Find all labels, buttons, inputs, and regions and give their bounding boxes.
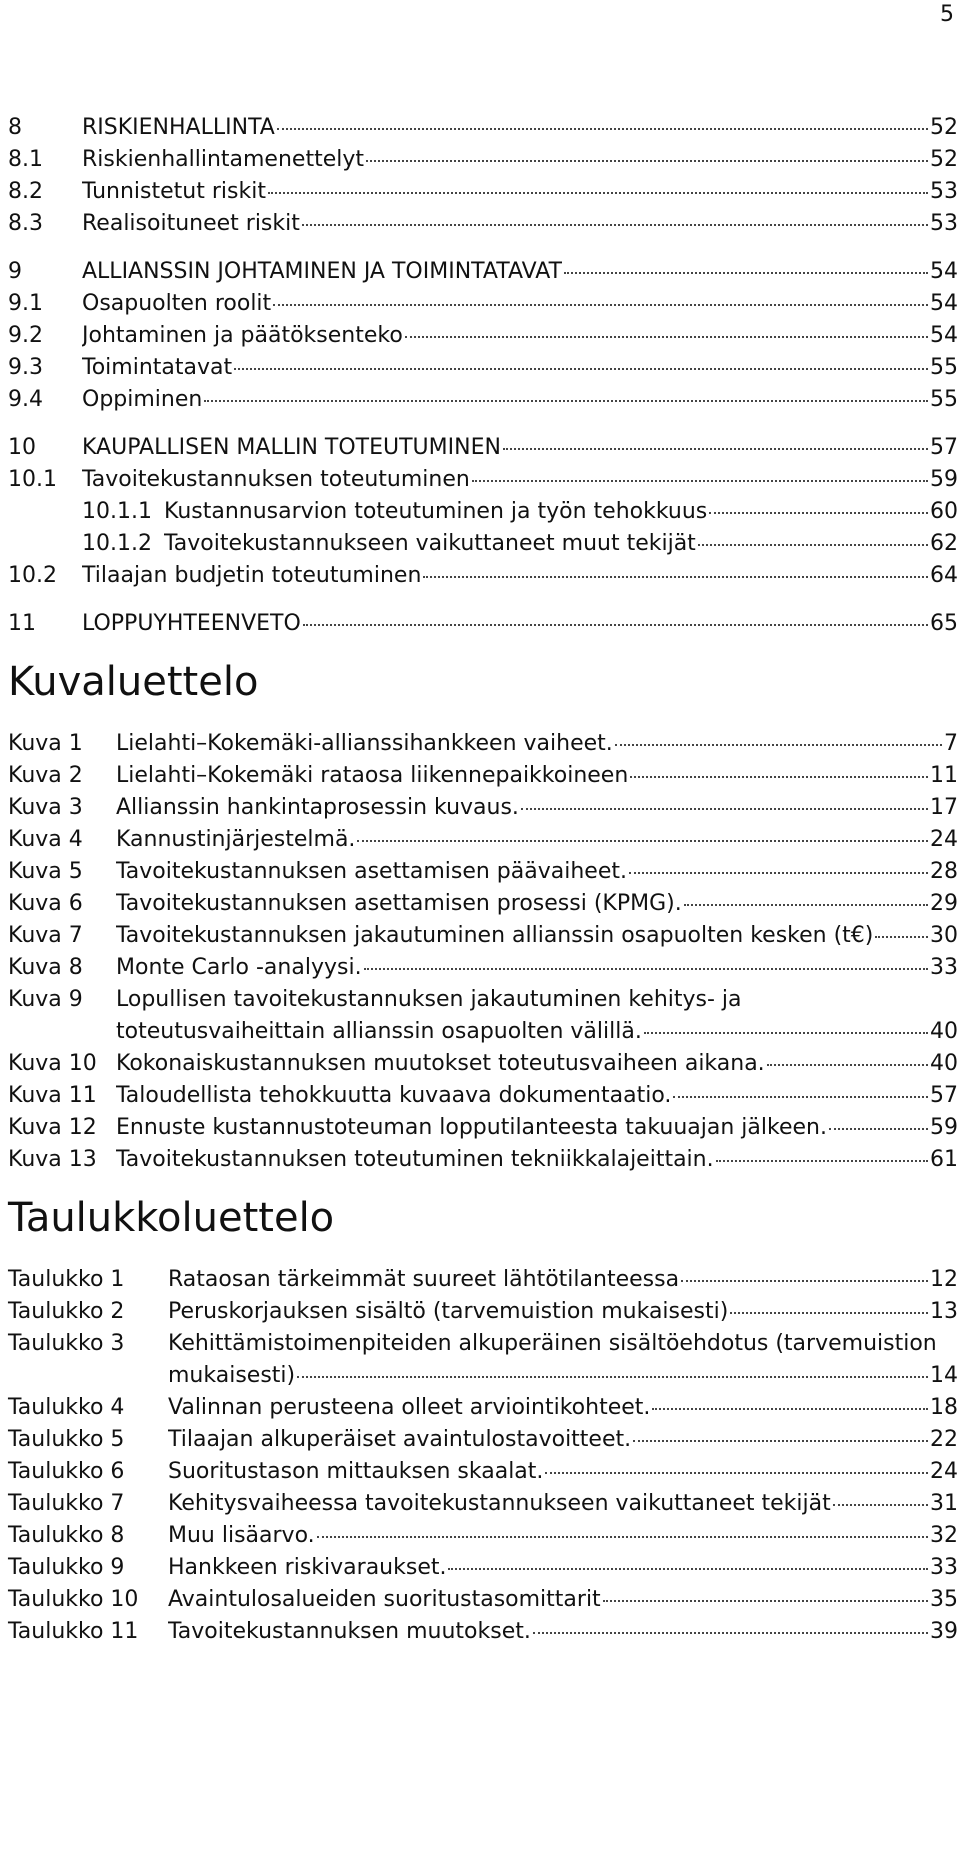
entry-page: 53: [930, 211, 958, 236]
entry-number: 10.1.2: [82, 531, 152, 556]
toc-entry[interactable]: [8, 1144, 958, 1176]
toc-entry[interactable]: [8, 1584, 958, 1616]
entry-page: 13: [930, 1299, 958, 1324]
entry-number: 10.2: [8, 563, 57, 588]
entry-title: LOPPUYHTEENVETO: [82, 611, 301, 636]
toc-entry[interactable]: [8, 1616, 958, 1648]
toc-entry[interactable]: [8, 728, 958, 760]
entry-title: Lopullisen tavoitekustannuksen jakautuminen kehitys- ja: [116, 987, 742, 1012]
entry-title: Tavoitekustannuksen asettamisen päävaiheet.: [116, 859, 627, 884]
entry-title-continued: [168, 1360, 958, 1392]
entry-number: Kuva 8: [8, 955, 83, 980]
dot-leader: [633, 1439, 928, 1442]
toc-entry[interactable]: [8, 1488, 958, 1520]
dot-leader: [684, 903, 928, 906]
dot-leader: [564, 271, 928, 274]
entry-title: Realisoituneet riskit: [82, 211, 300, 236]
dot-leader: [875, 935, 928, 938]
dot-leader: [448, 1567, 928, 1570]
dot-leader: [303, 623, 928, 626]
toc-entry[interactable]: [8, 288, 958, 320]
entry-number: 9.4: [8, 387, 43, 412]
entry-number: 10.1: [8, 467, 57, 492]
entry-number: 8.3: [8, 211, 43, 236]
table-list: [8, 1264, 958, 1648]
toc-entry[interactable]: [8, 176, 958, 208]
entry-title: Kustannusarvion toteutuminen ja työn tehokkuus: [164, 499, 708, 524]
entry-page: 57: [930, 1083, 958, 1108]
dot-leader: [277, 127, 928, 130]
entry-page: 54: [930, 259, 958, 284]
entry-title: Lielahti–Kokemäki-allianssihankkeen vaiheet.: [116, 731, 613, 756]
dot-leader: [615, 743, 942, 746]
entry-number: Kuva 13: [8, 1147, 97, 1172]
dot-leader: [297, 1375, 928, 1378]
entry-number: Taulukko 2: [8, 1299, 125, 1324]
toc-entry[interactable]: [8, 256, 958, 288]
entry-page: 65: [930, 611, 958, 636]
dot-leader: [472, 479, 928, 482]
entry-number: Taulukko 11: [8, 1619, 139, 1644]
entry-number: Taulukko 1: [8, 1267, 125, 1292]
entry-title-continued: [116, 1016, 958, 1048]
entry-page: 12: [930, 1267, 958, 1292]
toc-entry[interactable]: [8, 760, 958, 792]
entry-number: 11: [8, 611, 36, 636]
entry-title: Tilaajan budjetin toteutuminen: [82, 563, 422, 588]
figure-list: [8, 728, 958, 1176]
dot-leader: [357, 839, 928, 842]
entry-title-line2: toteutusvaiheittain allianssin osapuolten välillä.: [116, 1019, 642, 1044]
toc-entry[interactable]: [8, 888, 958, 920]
toc-entry[interactable]: [8, 984, 958, 1048]
entry-title: Taloudellista tehokkuutta kuvaava dokumentaatio.: [116, 1083, 672, 1108]
entry-page: 52: [930, 147, 958, 172]
dot-leader: [533, 1631, 928, 1634]
entry-title: Lielahti–Kokemäki rataosa liikennepaikkoineen: [116, 763, 629, 788]
entry-page: 62: [930, 531, 958, 556]
entry-page: 24: [930, 1459, 958, 1484]
toc-entry[interactable]: [8, 208, 958, 240]
entry-number: 9.2: [8, 323, 43, 348]
dot-leader: [709, 511, 928, 514]
toc-entry[interactable]: [8, 856, 958, 888]
dot-leader: [833, 1503, 928, 1506]
dot-leader: [730, 1311, 928, 1314]
entry-page: 29: [930, 891, 958, 916]
dot-leader: [273, 303, 928, 306]
entry-page: 7: [944, 731, 958, 756]
entry-number: 10.1.1: [82, 499, 152, 524]
entry-page: 61: [930, 1147, 958, 1172]
entry-title: Oppiminen: [82, 387, 203, 412]
dot-leader: [545, 1471, 928, 1474]
entry-title: Kokonaiskustannuksen muutokset toteutusvaiheen aikana.: [116, 1051, 765, 1076]
entry-page: 52: [930, 115, 958, 140]
entry-page: 60: [930, 499, 958, 524]
table-of-contents: [8, 112, 958, 1648]
entry-title: Rataosan tärkeimmät suureet lähtötilanteessa: [168, 1267, 680, 1292]
kuvaluettelo-heading: Kuvaluettelo: [8, 659, 259, 705]
entry-text: [168, 1328, 958, 1392]
entry-title: Riskienhallintamenettelyt: [82, 147, 364, 172]
entry-page: 22: [930, 1427, 958, 1452]
entry-title: Tavoitekustannuksen toteutuminen tekniikkalajeittain.: [116, 1147, 714, 1172]
entry-number: 8.1: [8, 147, 43, 172]
entry-title: KAUPALLISEN MALLIN TOTEUTUMINEN: [82, 435, 501, 460]
entry-number: Taulukko 5: [8, 1427, 125, 1452]
section-gap: [8, 416, 958, 432]
entry-number: Taulukko 9: [8, 1555, 125, 1580]
section-gap: [8, 592, 958, 608]
entry-page: 53: [930, 179, 958, 204]
entry-title: Tavoitekustannuksen asettamisen prosessi (KPMG).: [116, 891, 682, 916]
dot-leader: [716, 1159, 928, 1162]
entry-page: 39: [930, 1619, 958, 1644]
entry-number: Taulukko 4: [8, 1395, 125, 1420]
entry-page: 55: [930, 387, 958, 412]
entry-page: 64: [930, 563, 958, 588]
section-gap: [8, 240, 958, 256]
entry-title: Tunnistetut riskit: [82, 179, 266, 204]
entry-number: Taulukko 10: [8, 1587, 139, 1612]
toc-entry[interactable]: [8, 1048, 958, 1080]
toc-entry[interactable]: [8, 824, 958, 856]
dot-leader: [767, 1063, 928, 1066]
toc-entry[interactable]: [8, 560, 958, 592]
dot-leader: [652, 1407, 928, 1410]
entry-title: Hankkeen riskivaraukset.: [168, 1555, 447, 1580]
entry-number: 9: [8, 259, 22, 284]
entry-title: Monte Carlo -analyysi.: [116, 955, 362, 980]
entry-title: Allianssin hankintaprosessin kuvaus.: [116, 795, 519, 820]
toc-entry[interactable]: [8, 464, 958, 496]
entry-number: 10: [8, 435, 36, 460]
entry-number: Kuva 10: [8, 1051, 97, 1076]
entry-title: Kehittämistoimenpiteiden alkuperäinen sisältöehdotus (tarvemuistion: [168, 1331, 937, 1356]
entry-title: RISKIENHALLINTA: [82, 115, 275, 140]
toc-entry[interactable]: [8, 608, 958, 640]
toc-entry[interactable]: [8, 1552, 958, 1584]
dot-leader: [204, 399, 928, 402]
entry-number: 9.1: [8, 291, 43, 316]
entry-number: Kuva 2: [8, 763, 83, 788]
toc-entry[interactable]: [8, 952, 958, 984]
entry-title: Tavoitekustannuksen toteutuminen: [82, 467, 470, 492]
toc-entry[interactable]: [8, 384, 958, 416]
entry-title: Osapuolten roolit: [82, 291, 272, 316]
dot-leader: [268, 191, 928, 194]
toc-entry[interactable]: [8, 528, 958, 560]
dot-leader: [603, 1599, 928, 1602]
dot-leader: [302, 223, 928, 226]
entry-number: Kuva 3: [8, 795, 83, 820]
entry-page: 57: [930, 435, 958, 460]
page-number: 5: [940, 2, 954, 27]
dot-leader: [503, 447, 928, 450]
entry-page: 59: [930, 467, 958, 492]
entry-title: Tilaajan alkuperäiset avaintulostavoitteet.: [168, 1427, 632, 1452]
entry-number: Kuva 12: [8, 1115, 97, 1140]
entry-title: Muu lisäarvo.: [168, 1523, 315, 1548]
entry-page: 40: [930, 1019, 958, 1044]
toc-entry[interactable]: [8, 1296, 958, 1328]
entry-number: Kuva 6: [8, 891, 83, 916]
toc-entry[interactable]: [8, 496, 958, 528]
entry-number: Kuva 7: [8, 923, 83, 948]
dot-leader: [405, 335, 928, 338]
entry-number: 8: [8, 115, 22, 140]
entry-title: Ennuste kustannustoteuman lopputilanteesta takuuajan jälkeen.: [116, 1115, 827, 1140]
entry-number: Kuva 9: [8, 987, 83, 1012]
entry-page: 40: [930, 1051, 958, 1076]
entry-title: Peruskorjauksen sisältö (tarvemuistion mukaisesti): [168, 1299, 729, 1324]
dot-leader: [234, 367, 928, 370]
entry-number: Kuva 11: [8, 1083, 97, 1108]
entry-page: 11: [930, 763, 958, 788]
toc-entry[interactable]: [8, 1456, 958, 1488]
toc-entry[interactable]: [8, 352, 958, 384]
entry-number: Kuva 1: [8, 731, 83, 756]
entry-number: Taulukko 7: [8, 1491, 125, 1516]
dot-leader: [673, 1095, 928, 1098]
entry-page: 55: [930, 355, 958, 380]
taulukkoluettelo-heading: Taulukkoluettelo: [8, 1195, 335, 1241]
dot-leader: [317, 1535, 928, 1538]
entry-number: Taulukko 3: [8, 1331, 125, 1356]
entry-title: Suoritustason mittauksen skaalat.: [168, 1459, 544, 1484]
entry-title: Kannustinjärjestelmä.: [116, 827, 356, 852]
dot-leader: [681, 1279, 928, 1282]
entry-number: 8.2: [8, 179, 43, 204]
entry-number: Kuva 5: [8, 859, 83, 884]
entry-text: [116, 984, 958, 1048]
entry-page: 28: [930, 859, 958, 884]
entry-page: 24: [930, 827, 958, 852]
entry-page: 32: [930, 1523, 958, 1548]
toc-list: [8, 112, 958, 640]
entry-number: Kuva 4: [8, 827, 83, 852]
toc-entry[interactable]: [8, 1520, 958, 1552]
toc-entry[interactable]: [8, 1392, 958, 1424]
dot-leader: [366, 159, 928, 162]
dot-leader: [644, 1031, 928, 1034]
dot-leader: [364, 967, 928, 970]
entry-number: 9.3: [8, 355, 43, 380]
dot-leader: [630, 775, 928, 778]
toc-entry[interactable]: [8, 1264, 958, 1296]
entry-title: Toimintatavat: [82, 355, 233, 380]
entry-title: Tavoitekustannukseen vaikuttaneet muut tekijät: [164, 531, 696, 556]
entry-page: 18: [930, 1395, 958, 1420]
toc-entry[interactable]: [8, 1112, 958, 1144]
entry-title: Avaintulosalueiden suoritustasomittarit: [168, 1587, 601, 1612]
entry-page: 59: [930, 1115, 958, 1140]
entry-title: Johtaminen ja päätöksenteko: [82, 323, 403, 348]
toc-entry[interactable]: [8, 1328, 958, 1392]
toc-entry[interactable]: [8, 320, 958, 352]
toc-entry[interactable]: [8, 920, 958, 952]
toc-entry[interactable]: [8, 1080, 958, 1112]
toc-entry[interactable]: [8, 144, 958, 176]
entry-page: 31: [930, 1491, 958, 1516]
toc-entry[interactable]: [8, 112, 958, 144]
entry-page: 54: [930, 323, 958, 348]
entry-page: 17: [930, 795, 958, 820]
entry-page: 35: [930, 1587, 958, 1612]
dot-leader: [423, 575, 928, 578]
entry-title-line2: mukaisesti): [168, 1363, 296, 1388]
entry-page: 54: [930, 291, 958, 316]
entry-title: Valinnan perusteena olleet arviointikohteet.: [168, 1395, 651, 1420]
toc-entry[interactable]: [8, 1424, 958, 1456]
toc-entry[interactable]: [8, 432, 958, 464]
entry-page: 30: [930, 923, 958, 948]
entry-title: Tavoitekustannuksen muutokset.: [168, 1619, 531, 1644]
entry-number: Taulukko 8: [8, 1523, 125, 1548]
toc-entry[interactable]: [8, 792, 958, 824]
entry-number: Taulukko 6: [8, 1459, 125, 1484]
entry-title: Kehitysvaiheessa tavoitekustannukseen vaikuttaneet tekijät: [168, 1491, 831, 1516]
entry-page: 33: [930, 1555, 958, 1580]
entry-page: 33: [930, 955, 958, 980]
entry-page: 14: [930, 1363, 958, 1388]
entry-title: Tavoitekustannuksen jakautuminen allianssin osapuolten kesken (t€): [116, 923, 874, 948]
dot-leader: [698, 543, 928, 546]
dot-leader: [629, 871, 928, 874]
entry-title: ALLIANSSIN JOHTAMINEN JA TOIMINTATAVAT: [82, 259, 563, 284]
dot-leader: [829, 1127, 928, 1130]
dot-leader: [521, 807, 928, 810]
